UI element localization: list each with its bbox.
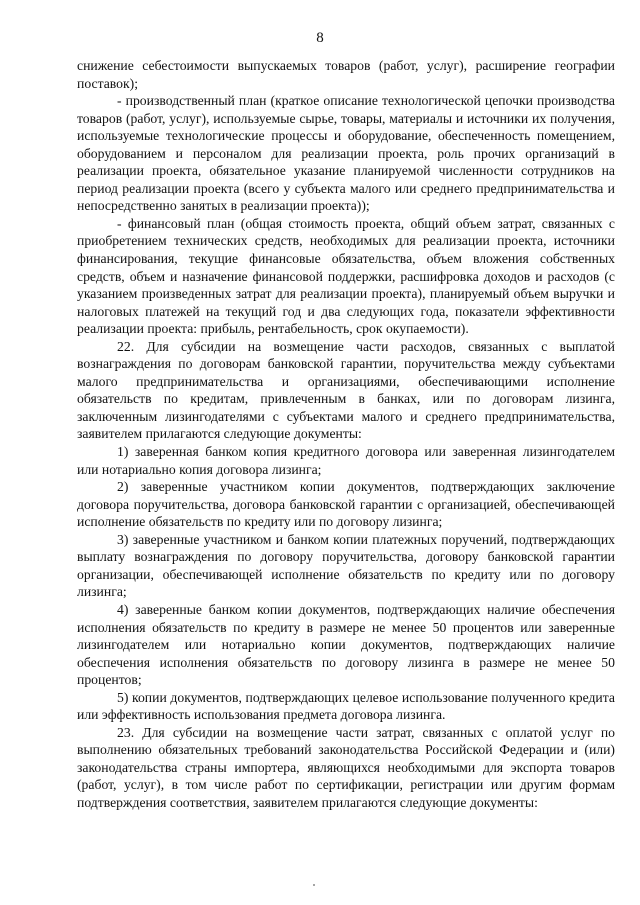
list-item-22-2: 2) заверенные участником копии документов, подтверждающих заключение договора поручительства, договора банковской гарантии с организацией, обеспечивающей исполнение обязательств по кредиту или по договору лизинга; bbox=[77, 479, 615, 530]
paragraph-clause-23: 23. Для субсидии на возмещение части затрат, связанных с оплатой услуг по выполнению обязательных требований законодательства Российской Федерации и (или) законодательства страны импортера, являющихся необходимыми для экспорта товаров (работ, услуг), в том числе работ по сертификации, регистрации или другим формам подтверждения соответствия, заявителем прилагаются следующие документы: bbox=[77, 724, 615, 810]
paragraph-financial-plan: - финансовый план (общая стоимость проекта, общий объем затрат, связанных с приобретением технических средств, необходимых для реализации проекта, источники финансирования, текущие финансовые обязательства, объем вложения собственных средств, объем и назначение финансовой поддержки, расшифровка доходов и расходов (с указанием произведенных затрат для реализации проекта), планируемый объем выручки и налоговых платежей на текущий год и два следующих года, показатели эффективности реализации проекта: прибыль, рентабельность, срок окупаемости). bbox=[77, 215, 615, 337]
list-item-22-5: 5) копии документов, подтверждающих целевое использование полученного кредита или эффективность использования предмета договора лизинга. bbox=[77, 689, 615, 723]
document-body bbox=[77, 57, 615, 812]
paragraph-clause-22: 22. Для субсидии на возмещение части расходов, связанных с выплатой вознаграждения по договорам банковской гарантии, поручительства между субъектами малого предпринимательства и организациями, обеспечивающими исполнение обязательств по кредитам, привлеченным в банках, или по договорам лизинга, заключенным лизингодателями с субъектами малого и среднего предпринимательства, заявителем прилагаются следующие документы: bbox=[77, 338, 615, 442]
page-number: 8 bbox=[316, 30, 324, 46]
paragraph-production-plan: - производственный план (краткое описание технологической цепочки производства товаров (работ, услуг), используемые сырье, товары, материалы и источники их получения, используемые технологические процессы и оборудование, обеспеченность помещением, оборудованием и персоналом для реализации проекта, роль прочих организаций в реализации проекта, обязательное указание планируемой численности сотрудников на период реализации проекта (всего у субъекта малого или среднего предпринимательства и непосредственно занятых в реализации проекта)); bbox=[77, 93, 615, 214]
list-item-22-4: 4) заверенные банком копии документов, подтверждающих наличие обеспечения исполнения обязательств по кредиту в размере не менее 50 процентов или заверенные лизингодателем или нотариально копии документов, подтверждающих наличие обеспечения исполнения обязательств по договору лизинга в размере не менее 50 процентов; bbox=[77, 601, 615, 688]
scan-speck bbox=[313, 884, 315, 886]
paragraph-continuation: снижение себестоимости выпускаемых товаров (работ, услуг), расширение географии поставок); bbox=[77, 58, 615, 91]
list-item-22-3: 3) заверенные участником и банком копии платежных поручений, подтверждающих выплату вознаграждения по договору поручительства, договору банковской гарантии организации, обеспечивающей исполнение обязательств по кредиту или по договору лизинга; bbox=[77, 531, 615, 600]
list-item-22-1: 1) заверенная банком копия кредитного договора или заверенная лизингодателем или нотариально копия договора лизинга; bbox=[77, 444, 615, 477]
